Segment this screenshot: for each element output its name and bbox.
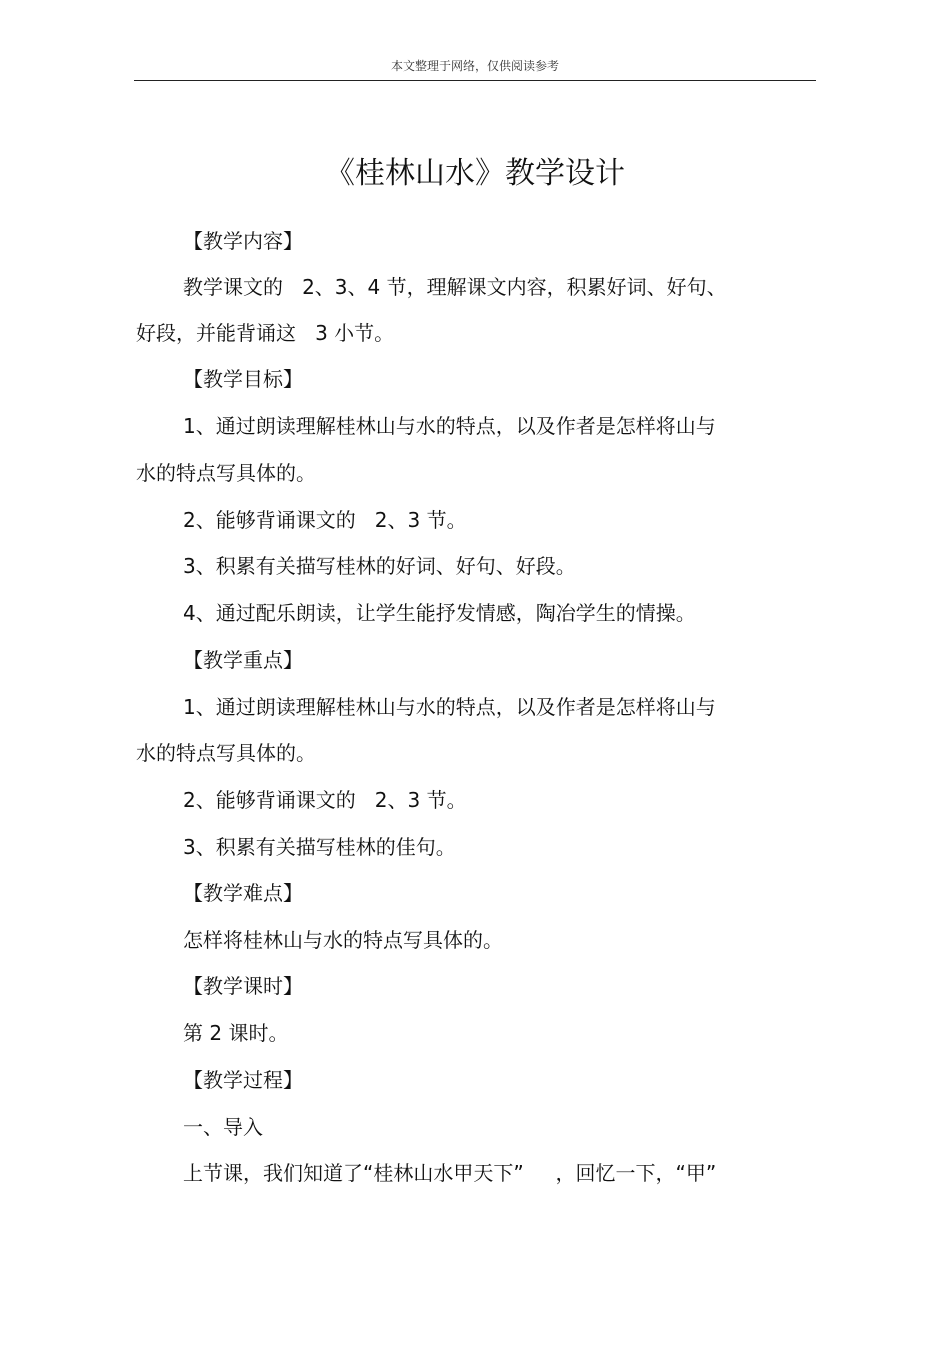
list-item-continuation: 水的特点写具体的。 [136, 461, 316, 485]
section-heading-difficulties: 【教学难点】 [183, 881, 303, 905]
list-item: 4、通过配乐朗读，让学生能抒发情感，陶冶学生的情操。 [183, 601, 696, 625]
section-heading-process: 【教学过程】 [183, 1068, 303, 1092]
list-item: 1、通过朗读理解桂林山与水的特点，以及作者是怎样将山与 [183, 414, 716, 438]
list-item: 2、能够背诵课文的 2、3 节。 [183, 788, 467, 812]
list-item: 1、通过朗读理解桂林山与水的特点，以及作者是怎样将山与 [183, 695, 716, 719]
section-heading-key-points: 【教学重点】 [183, 648, 303, 672]
paragraph-line: 怎样将桂林山与水的特点写具体的。 [183, 928, 503, 952]
document-title: 《桂林山水》教学设计 [325, 156, 625, 191]
subheading-introduction: 一、导入 [183, 1115, 263, 1139]
list-item: 3、积累有关描写桂林的好词、好句、好段。 [183, 554, 576, 578]
list-item: 2、能够背诵课文的 2、3 节。 [183, 508, 467, 532]
section-heading-lessons: 【教学课时】 [183, 974, 303, 998]
section-heading-objectives: 【教学目标】 [183, 367, 303, 391]
header-divider [134, 80, 816, 81]
paragraph-line: 好段，并能背诵这 3 小节。 [136, 321, 395, 345]
list-item-continuation: 水的特点写具体的。 [136, 741, 316, 765]
paragraph-line: 上节课，我们知道了“桂林山水甲天下” ，回忆一下，“甲” [183, 1161, 717, 1185]
section-heading-content: 【教学内容】 [183, 229, 303, 253]
paragraph-line: 教学课文的 2、3、4 节，理解课文内容，积累好词、好句、 [183, 275, 727, 299]
header-note: 本文整理于网络，仅供阅读参考 [390, 59, 559, 73]
paragraph-line: 第 2 课时。 [183, 1021, 289, 1045]
list-item: 3、积累有关描写桂林的佳句。 [183, 835, 456, 859]
